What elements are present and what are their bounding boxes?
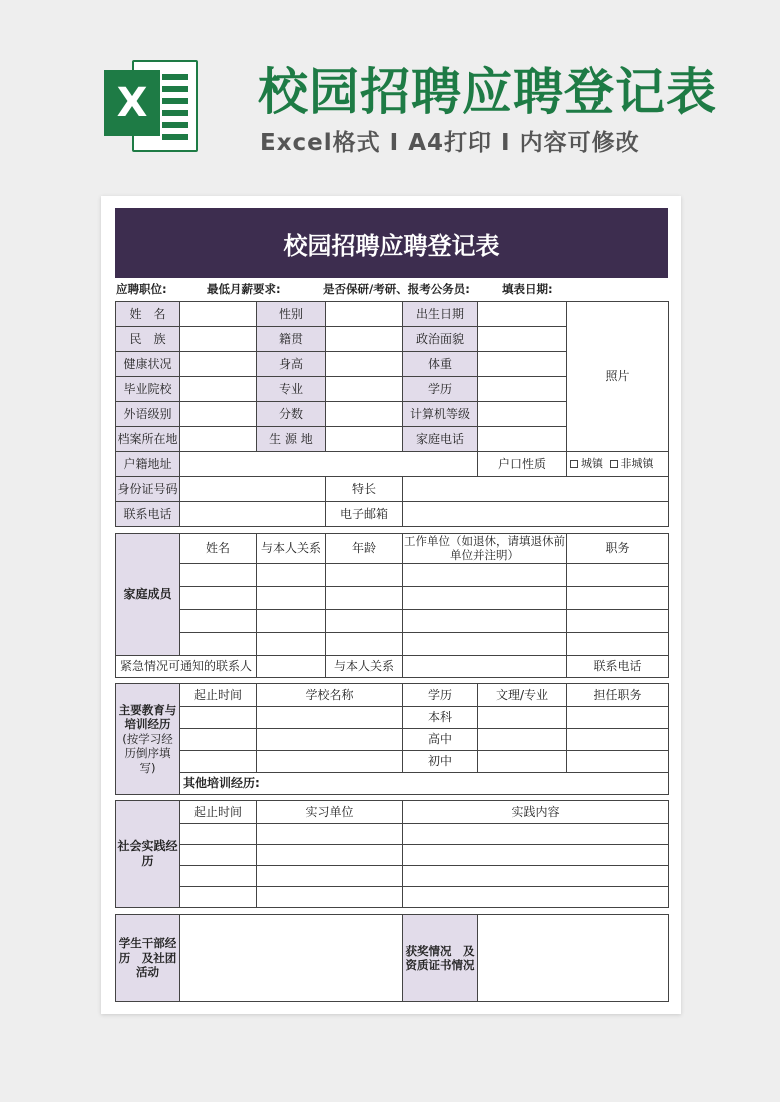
family-cell[interactable] bbox=[567, 609, 669, 632]
politics-field[interactable] bbox=[478, 327, 567, 352]
non-town-option-label: 非城镇 bbox=[620, 457, 654, 471]
edu-cell[interactable] bbox=[180, 707, 257, 729]
weight-label: 体重 bbox=[403, 352, 478, 377]
family-cell[interactable] bbox=[326, 609, 403, 632]
family-header-position: 职务 bbox=[567, 534, 669, 564]
practice-table bbox=[115, 800, 669, 908]
edu-level-middle-school: 初中 bbox=[403, 751, 478, 773]
meta-postgrad-label: 是否保研/考研、报考公务员: bbox=[323, 282, 470, 296]
native-label: 籍贯 bbox=[257, 327, 326, 352]
major-field[interactable] bbox=[326, 377, 403, 402]
photo-box[interactable]: 照片 bbox=[567, 302, 669, 452]
basic-info-table bbox=[115, 301, 669, 527]
education-title: 主要教育与培训经历 bbox=[118, 703, 177, 732]
family-cell[interactable] bbox=[403, 609, 567, 632]
edu-cell[interactable] bbox=[180, 729, 257, 751]
family-cell[interactable] bbox=[403, 586, 567, 609]
practice-cell[interactable] bbox=[403, 866, 669, 887]
edu-cell[interactable] bbox=[478, 751, 567, 773]
family-cell[interactable] bbox=[567, 632, 669, 655]
family-cell[interactable] bbox=[567, 586, 669, 609]
family-cell[interactable] bbox=[567, 563, 669, 586]
origin-label: 生 源 地 bbox=[257, 427, 326, 452]
home-phone-field[interactable] bbox=[478, 427, 567, 452]
ethnicity-field[interactable] bbox=[180, 327, 257, 352]
birth-field[interactable] bbox=[478, 302, 567, 327]
height-field[interactable] bbox=[326, 352, 403, 377]
emergency-contact-field[interactable] bbox=[257, 655, 326, 677]
phone-field[interactable] bbox=[180, 502, 326, 527]
height-label: 身高 bbox=[257, 352, 326, 377]
practice-header-content: 实践内容 bbox=[403, 801, 669, 824]
emergency-relation-field[interactable] bbox=[403, 655, 567, 677]
phone-label: 联系电话 bbox=[116, 502, 180, 527]
practice-header-unit: 实习单位 bbox=[257, 801, 403, 824]
activities-table bbox=[115, 914, 669, 1002]
major-label: 专业 bbox=[257, 377, 326, 402]
family-header-age: 年龄 bbox=[326, 534, 403, 564]
politics-label: 政治面貌 bbox=[403, 327, 478, 352]
edu-header-school: 学校名称 bbox=[257, 684, 403, 707]
excel-logo-icon bbox=[104, 56, 196, 152]
edu-cell[interactable] bbox=[478, 707, 567, 729]
edu-level-bachelor: 本科 bbox=[403, 707, 478, 729]
edu-header-role: 担任职务 bbox=[567, 684, 669, 707]
practice-cell[interactable] bbox=[257, 824, 403, 845]
degree-field[interactable] bbox=[478, 377, 567, 402]
practice-cell[interactable] bbox=[257, 866, 403, 887]
score-label: 分数 bbox=[257, 402, 326, 427]
id-number-label: 身份证号码 bbox=[116, 477, 180, 502]
email-label: 电子邮箱 bbox=[326, 502, 403, 527]
hukou-type-label: 户口性质 bbox=[478, 452, 567, 477]
hukou-address-field[interactable] bbox=[180, 452, 478, 477]
practice-cell[interactable] bbox=[403, 887, 669, 908]
family-cell[interactable] bbox=[257, 563, 326, 586]
cadre-field[interactable] bbox=[180, 915, 403, 1002]
practice-cell[interactable] bbox=[257, 887, 403, 908]
other-training-label[interactable]: 其他培训经历: bbox=[180, 773, 669, 795]
family-cell[interactable] bbox=[403, 632, 567, 655]
non-town-checkbox[interactable] bbox=[610, 460, 618, 468]
town-checkbox[interactable] bbox=[570, 460, 578, 468]
family-cell[interactable] bbox=[257, 586, 326, 609]
birth-label: 出生日期 bbox=[403, 302, 478, 327]
origin-field[interactable] bbox=[326, 427, 403, 452]
degree-label: 学历 bbox=[403, 377, 478, 402]
family-header-employer: 工作单位（如退休，请填退休前单位并注明） bbox=[404, 534, 565, 563]
edu-cell[interactable] bbox=[567, 729, 669, 751]
practice-cell[interactable] bbox=[403, 824, 669, 845]
family-cell[interactable] bbox=[180, 609, 257, 632]
practice-section-label: 社会实践经历 bbox=[116, 801, 180, 908]
emergency-relation-label: 与本人关系 bbox=[326, 655, 403, 677]
edu-cell[interactable] bbox=[567, 707, 669, 729]
family-cell[interactable] bbox=[326, 586, 403, 609]
gender-label: 性别 bbox=[257, 302, 326, 327]
computer-field[interactable] bbox=[478, 402, 567, 427]
school-label: 毕业院校 bbox=[116, 377, 180, 402]
cadre-label: 学生干部经历 及社团活动 bbox=[116, 915, 180, 1002]
emergency-contact-label: 紧急情况可通知的联系人 bbox=[116, 655, 257, 677]
health-label: 健康状况 bbox=[116, 352, 180, 377]
edu-header-period: 起止时间 bbox=[180, 684, 257, 707]
form-title: 校园招聘应聘登记表 bbox=[115, 208, 668, 278]
family-cell[interactable] bbox=[180, 632, 257, 655]
language-label: 外语级别 bbox=[116, 402, 180, 427]
edu-level-high-school: 高中 bbox=[403, 729, 478, 751]
score-field[interactable] bbox=[326, 402, 403, 427]
practice-cell[interactable] bbox=[403, 845, 669, 866]
family-cell[interactable] bbox=[326, 563, 403, 586]
edu-cell[interactable] bbox=[257, 707, 403, 729]
awards-label: 获奖情况 及资质证书情况 bbox=[403, 915, 478, 1002]
archive-label: 档案所在地 bbox=[116, 427, 180, 452]
practice-cell[interactable] bbox=[180, 824, 257, 845]
edu-header-degree: 学历 bbox=[403, 684, 478, 707]
archive-field[interactable] bbox=[180, 427, 257, 452]
practice-header-period: 起止时间 bbox=[180, 801, 257, 824]
practice-cell[interactable] bbox=[180, 845, 257, 866]
family-cell[interactable] bbox=[403, 563, 567, 586]
name-field[interactable] bbox=[180, 302, 257, 327]
language-field[interactable] bbox=[180, 402, 257, 427]
health-field[interactable] bbox=[180, 352, 257, 377]
family-section-label: 家庭成员 bbox=[116, 534, 180, 656]
awards-field[interactable] bbox=[478, 915, 669, 1002]
practice-cell[interactable] bbox=[180, 887, 257, 908]
edu-cell[interactable] bbox=[257, 729, 403, 751]
hukou-type-options bbox=[567, 452, 669, 477]
meta-position-label: 应聘职位: bbox=[116, 282, 167, 296]
edu-header-major: 文理/专业 bbox=[478, 684, 567, 707]
practice-cell[interactable] bbox=[180, 866, 257, 887]
edu-cell[interactable] bbox=[567, 751, 669, 773]
home-phone-label: 家庭电话 bbox=[403, 427, 478, 452]
native-field[interactable] bbox=[326, 327, 403, 352]
family-cell[interactable] bbox=[257, 632, 326, 655]
meta-date-label: 填表日期: bbox=[502, 282, 553, 296]
education-note: (按学习经历倒序填写) bbox=[122, 731, 173, 775]
name-label: 姓 名 bbox=[116, 302, 180, 327]
weight-field[interactable] bbox=[478, 352, 567, 377]
page-subtitle: Excel格式 I A4打印 I 内容可修改 bbox=[260, 130, 640, 156]
edu-cell[interactable] bbox=[478, 729, 567, 751]
family-cell[interactable] bbox=[326, 632, 403, 655]
edu-cell[interactable] bbox=[257, 751, 403, 773]
family-cell[interactable] bbox=[257, 609, 326, 632]
family-cell[interactable] bbox=[180, 586, 257, 609]
town-option-label: 城镇 bbox=[581, 457, 603, 471]
specialty-field[interactable] bbox=[403, 477, 669, 502]
excel-badge: X bbox=[104, 70, 160, 136]
id-number-field[interactable] bbox=[180, 477, 326, 502]
family-header-name: 姓名 bbox=[180, 534, 257, 564]
meta-salary-label: 最低月薪要求: bbox=[207, 282, 281, 296]
specialty-label: 特长 bbox=[326, 477, 403, 502]
computer-label: 计算机等级 bbox=[403, 402, 478, 427]
ethnicity-label: 民 族 bbox=[116, 327, 180, 352]
education-table bbox=[115, 683, 669, 795]
family-table bbox=[115, 533, 669, 678]
emergency-phone-label: 联系电话 bbox=[567, 655, 669, 677]
school-field[interactable] bbox=[180, 377, 257, 402]
education-section-label bbox=[116, 684, 180, 795]
page-headline: 校园招聘应聘登记表 bbox=[258, 63, 717, 121]
hukou-address-label: 户籍地址 bbox=[116, 452, 180, 477]
practice-cell[interactable] bbox=[257, 845, 403, 866]
family-cell[interactable] bbox=[180, 563, 257, 586]
edu-cell[interactable] bbox=[180, 751, 257, 773]
email-field[interactable] bbox=[403, 502, 669, 527]
family-header-relation: 与本人关系 bbox=[257, 534, 326, 564]
gender-field[interactable] bbox=[326, 302, 403, 327]
